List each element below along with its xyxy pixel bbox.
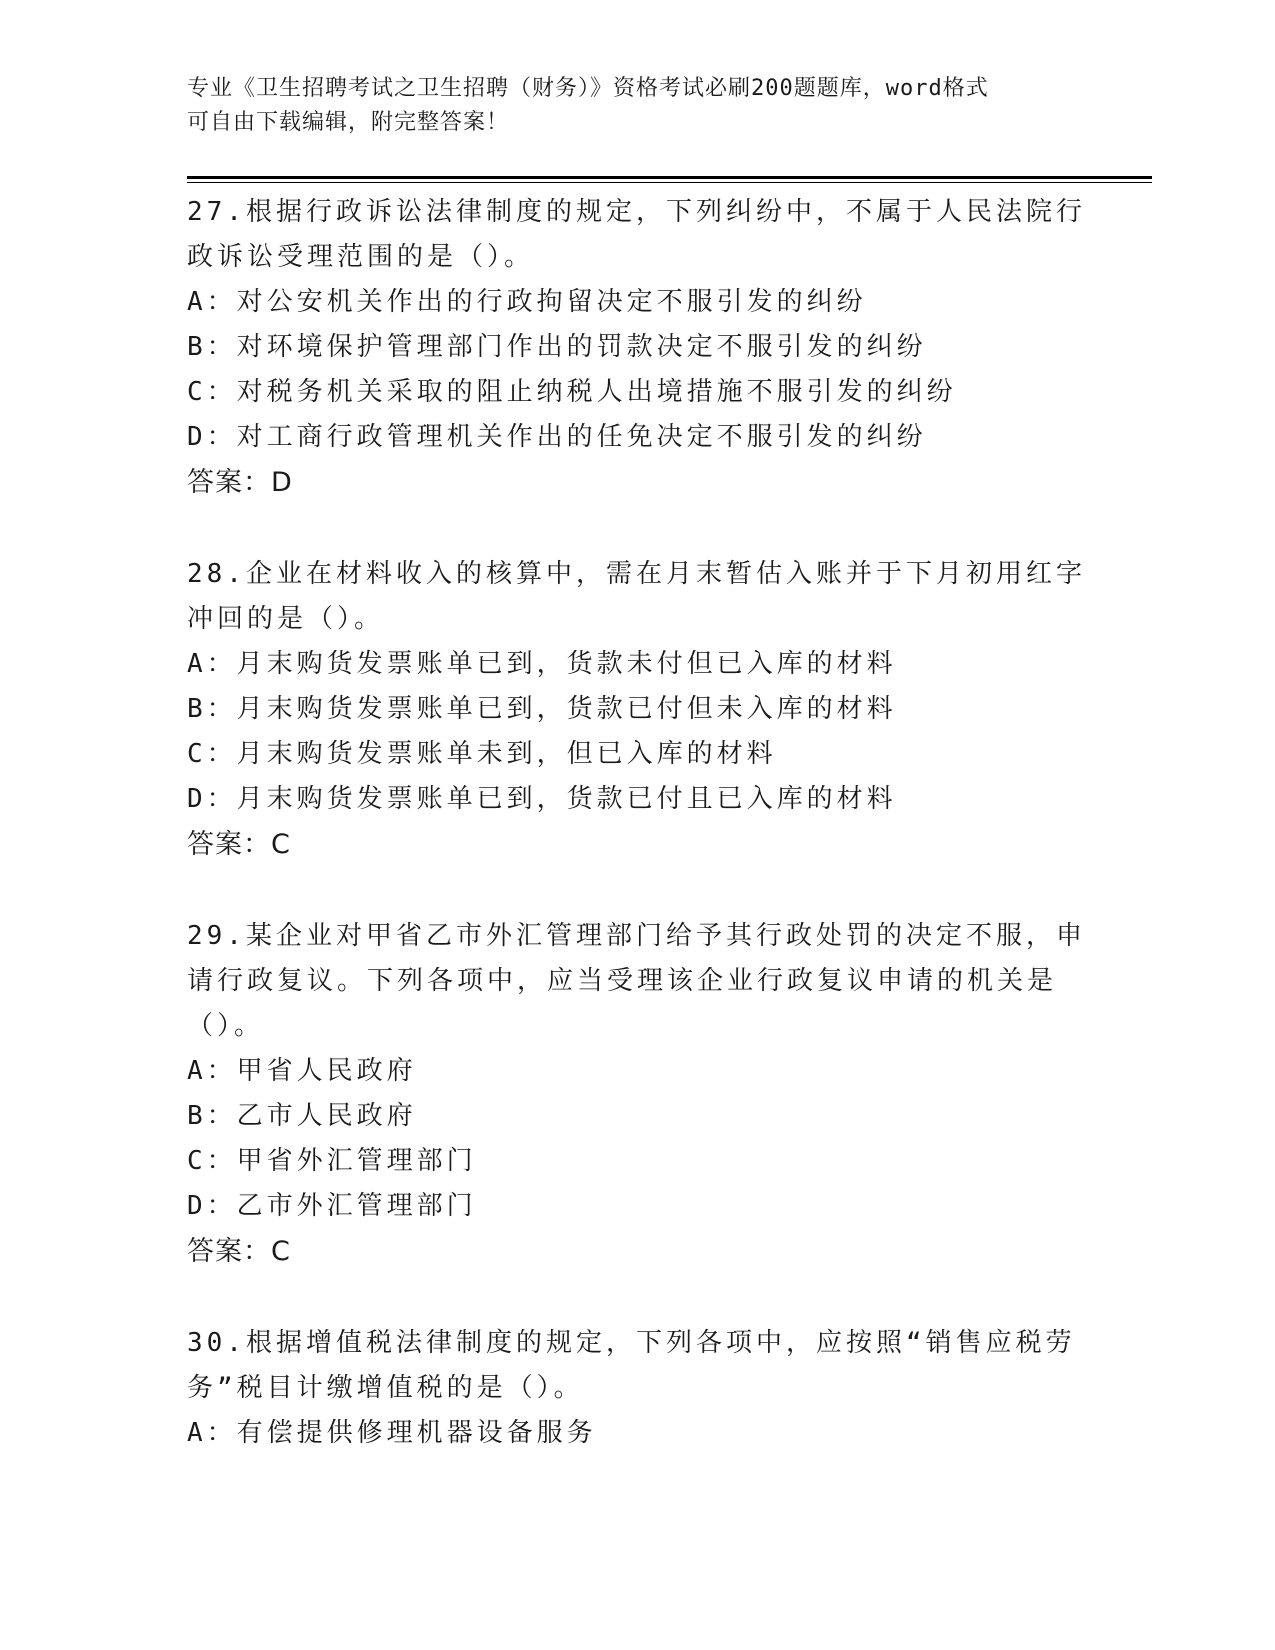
answer-text: 答案：C — [187, 1236, 291, 1267]
header-divider-thin — [187, 182, 1152, 183]
question-28 — [187, 552, 1087, 868]
header-line-2: 可自由下载编辑，附完整答案！ — [187, 110, 510, 135]
option-c: C：月末购货发票账单未到，但已入库的材料 — [187, 739, 777, 769]
question-list — [187, 190, 1087, 1502]
option-d: D：乙市外汇管理部门 — [187, 1191, 477, 1221]
option-a: A：有偿提供修理机器设备服务 — [187, 1418, 597, 1448]
answer-text: 答案：C — [187, 829, 291, 860]
question-29 — [187, 914, 1087, 1275]
question-text: 27.根据行政诉讼法律制度的规定，下列纠纷中，不属于人民法院行政诉讼受理范围的是（）。 — [187, 197, 1086, 272]
question-27 — [187, 190, 1087, 506]
option-c: C：对税务机关采取的阻止纳税人出境措施不服引发的纠纷 — [187, 377, 957, 407]
question-text: 30.根据增值税法律制度的规定，下列各项中，应按照“销售应税劳务”税目计缴增值税的是（）。 — [187, 1328, 1076, 1403]
document-header — [187, 72, 1067, 140]
question-text: 29.某企业对甲省乙市外汇管理部门给予其行政处罚的决定不服，申请行政复议。下列各项中，应当受理该企业行政复议申请的机关是（）。 — [187, 921, 1086, 1041]
question-text: 28.企业在材料收入的核算中，需在月末暂估入账并于下月初用红字冲回的是（）。 — [187, 559, 1086, 634]
header-line-1: 专业《卫生招聘考试之卫生招聘（财务）》资格考试必刷200题题库，word格式 — [187, 76, 989, 101]
option-b: B：对环境保护管理部门作出的罚款决定不服引发的纠纷 — [187, 332, 927, 362]
option-a: A：月末购货发票账单已到，货款未付但已入库的材料 — [187, 649, 897, 679]
option-c: C：甲省外汇管理部门 — [187, 1146, 477, 1176]
question-30 — [187, 1321, 1087, 1456]
option-d: D：对工商行政管理机关作出的任免决定不服引发的纠纷 — [187, 422, 927, 452]
answer-text: 答案：D — [187, 467, 293, 498]
option-a: A：对公安机关作出的行政拘留决定不服引发的纠纷 — [187, 287, 867, 317]
option-b: B：乙市人民政府 — [187, 1101, 417, 1131]
option-d: D：月末购货发票账单已到，货款已付且已入库的材料 — [187, 784, 897, 814]
header-divider-thick — [187, 176, 1152, 179]
option-b: B：月末购货发票账单已到，货款已付但未入库的材料 — [187, 694, 897, 724]
option-a: A：甲省人民政府 — [187, 1056, 417, 1086]
